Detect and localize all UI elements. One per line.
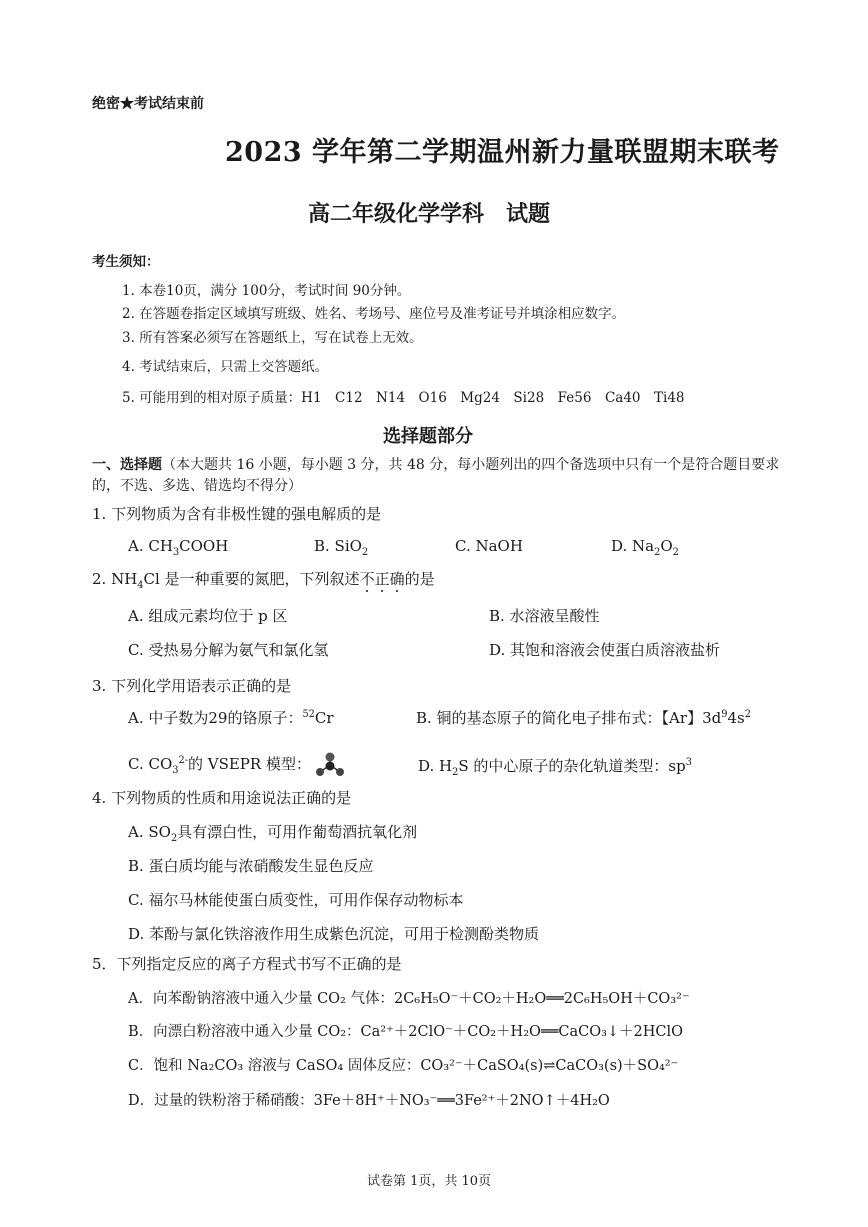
q1-option-c: C. NaOH: [455, 537, 523, 555]
exam-subtitle: 高二年级化学学科 试题: [308, 201, 551, 227]
q3-option-b: B. 铜的基态原子的简化电子排布式：【Ar】$3d^94s^2$: [416, 709, 751, 727]
notice-heading: 考生须知：: [92, 254, 160, 270]
part-description: （本大题共 16 小题，每小题 3 分，共 48 分，每小题列出的四个备选项中只有一个是符合题目要求的，不选、多选、错选均不得分）: [92, 457, 780, 494]
emphasis-dots: 不正确: [359, 570, 405, 588]
q1-stem: 1. 下列物质为含有非极性键的强电解质的是: [92, 505, 382, 523]
q5-option-d: D．过量的铁粉溶于稀硝酸：3Fe＋8H⁺＋NO₃⁻══3Fe²⁺＋2NO↑＋4H₂O: [128, 1093, 610, 1109]
q5-option-b: B．向漂白粉溶液中通入少量 CO₂：Ca²⁺＋2ClO⁻＋CO₂＋H₂O══CaCO₃↓＋2HClO: [128, 1024, 684, 1040]
vsepr-model-icon: [315, 752, 345, 778]
q4-option-c: C. 福尔马林能使蛋白质变性，可用作保存动物标本: [128, 891, 464, 909]
q3-option-a: A. 中子数为29的铬原子：$^{52}$Cr: [128, 709, 334, 727]
q4-option-b: B. 蛋白质均能与浓硝酸发生显色反应: [128, 857, 374, 875]
page-footer: 试卷第 1页，共 10页: [367, 1174, 492, 1189]
q3-option-c: C. $CO_3^{2-}$的 VSEPR 模型：: [128, 752, 345, 778]
q2-stem: 2. $NH_4Cl$ 是一种重要的氮肥，下列叙述不正确的是: [92, 570, 435, 591]
q3-stem: 3. 下列化学用语表示正确的是: [92, 677, 292, 695]
notice-item-5: 5. 可能用到的相对原子质量：H1 C12 N14 O16 Mg24 Si28 Fe56 Ca40 Ti48: [122, 390, 685, 406]
notice-item-1: 1. 本卷10页，满分 100分，考试时间 90分钟。: [122, 283, 411, 299]
q5-stem: 5．下列指定反应的离子方程式书写不正确的是: [92, 955, 402, 973]
exam-title: 2023 学年第二学期温州新力量联盟期末联考: [225, 137, 780, 168]
q4-option-a: A. $SO_2$具有漂白性，可用作葡萄酒抗氧化剂: [128, 823, 418, 844]
q1-option-a: A. $CH_3COOH$: [128, 537, 229, 558]
notice-item-4: 4. 考试结束后，只需上交答题纸。: [122, 359, 329, 375]
section-title: 选择题部分: [383, 426, 473, 447]
q2-option-c: C. 受热易分解为氨气和氯化氢: [128, 641, 329, 659]
q5-option-a: A．向苯酚钠溶液中通入少量 CO₂ 气体：2C₆H₅O⁻＋CO₂＋H₂O══2C₆H₅OH＋CO₃²⁻: [128, 991, 690, 1007]
notice-item-3: 3. 所有答案必须写在答题纸上，写在试卷上无效。: [122, 330, 423, 346]
part-label: 一、选择题: [92, 457, 162, 473]
q1-option-d: D. $Na_2O_2$: [611, 537, 679, 558]
q4-stem: 4. 下列物质的性质和用途说法正确的是: [92, 789, 352, 807]
q2-option-d: D. 其饱和溶液会使蛋白质溶液盐析: [489, 641, 721, 659]
q4-option-d: D. 苯酚与氯化铁溶液作用生成紫色沉淀，可用于检测酚类物质: [128, 925, 540, 943]
q1-option-b: B. SiO$_2$: [314, 537, 369, 558]
q2-option-b: B. 水溶液呈酸性: [489, 607, 600, 625]
q3-option-d: D. $H_2S$ 的中心原子的杂化轨道类型：$sp^3$: [418, 757, 692, 778]
q5-option-c: C．饱和 Na₂CO₃ 溶液与 CaSO₄ 固体反应：CO₃²⁻＋CaSO₄(s)⇌CaCO₃(s)＋SO₄²⁻: [128, 1058, 679, 1074]
q2-option-a: A. 组成元素均位于 p 区: [128, 607, 288, 625]
notice-item-2: 2. 在答题卷指定区域填写班级、姓名、考场号、座位号及准考证号并填涂相应数字。: [122, 306, 626, 322]
section-instructions: [92, 455, 782, 497]
secret-label: 绝密★考试结束前: [92, 96, 204, 112]
